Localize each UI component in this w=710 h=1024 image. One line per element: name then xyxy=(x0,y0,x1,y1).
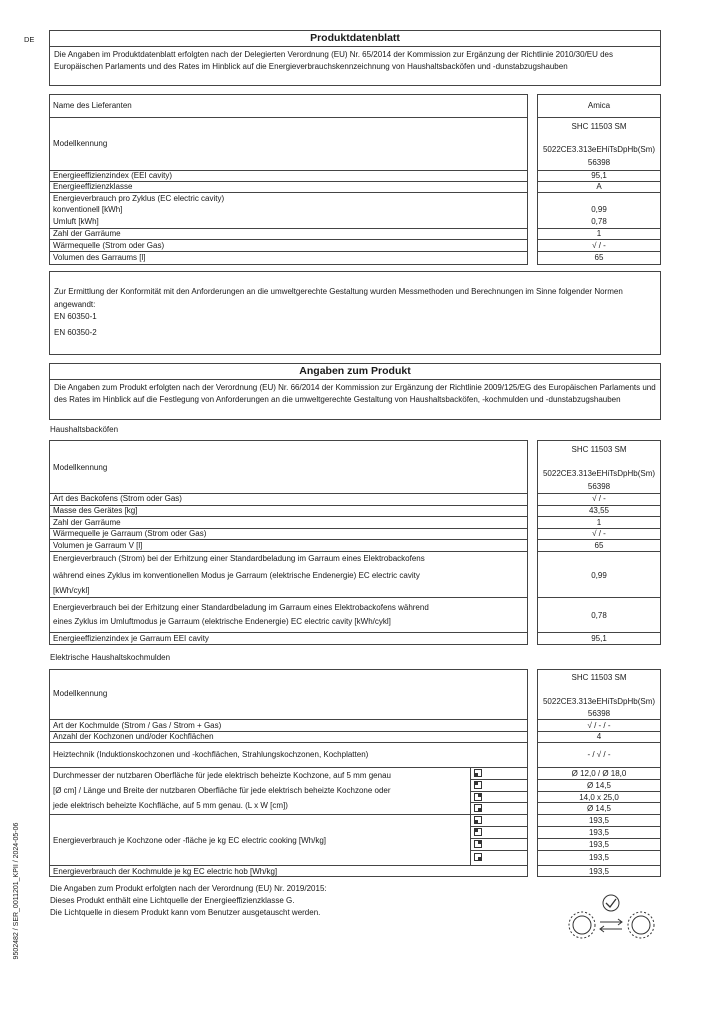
hob-zones-value: 4 xyxy=(596,732,602,741)
zone-rear-right-icon xyxy=(474,793,482,801)
hob-label-table xyxy=(49,669,528,877)
oven-value-table xyxy=(537,440,661,645)
cavities-label: Zahl der Garräume xyxy=(53,229,121,238)
conventional-value: 0,99 xyxy=(591,205,607,214)
language-code: DE xyxy=(24,35,35,44)
eei-value: 95,1 xyxy=(591,171,607,180)
model-value-1: SHC 11503 SM xyxy=(571,122,627,131)
hob-model-value-1: SHC 11503 SM xyxy=(571,673,627,682)
conformity-text: Zur Ermittlung der Konformität mit den Anforderungen an die umweltgerechte Gestaltung wurden Messmethoden und Berechnungen im Sinne folgender Normen angewandt: xyxy=(54,287,623,309)
zone-rear-left-icon xyxy=(474,781,482,789)
footer-line-1: Die Angaben zum Produkt erfolgten nach der Verordnung (EU) Nr. 2019/2015: xyxy=(50,884,327,893)
oven-energy-conv-value: 0,99 xyxy=(591,571,607,580)
oven-model-value-1: SHC 11503 SM xyxy=(571,445,627,454)
hob-type-label: Art der Kochmulde (Strom / Gas / Strom + Gas) xyxy=(53,721,222,730)
oven-heat-source-value: √ / - xyxy=(592,529,606,538)
product-intro: Die Angaben zum Produkt erfolgten nach der Verordnung (EU) Nr. 66/2014 der Kommission zur Ergänzung der Richtlinie 2009/125/EG des Europäischen Parlaments und des Rates im Hinblick auf die Festlegung von Anforderungen an die umweltgerechte Gestaltung von Haushaltsbacköfen, -kochmulden und -dunstabzugshauben xyxy=(54,383,656,404)
hob-total-value: 193,5 xyxy=(588,867,610,876)
product-header xyxy=(49,363,661,420)
heat-source-label: Wärmequelle (Strom oder Gas) xyxy=(53,241,165,250)
energy-zone-label: Energieverbrauch je Kochzone oder -fläche je kg EC electric cooking [Wh/kg] xyxy=(53,836,327,845)
replaceable-light-icon xyxy=(562,892,662,942)
datasheet-intro: Die Angaben im Produktdatenblatt erfolgten nach der Delegierten Verordnung (EU) Nr. 65/2014 der Kommission zur Ergänzung der Richtlinie 2010/30/EU des Europäischen Parlaments und des Rates im Hinblick auf die Energieverbrauchskennzeichnung von Haushaltsbacköfen und -dunstabzugshauben xyxy=(54,50,613,71)
datasheet-value-table xyxy=(537,94,661,265)
heat-source-value: √ / - xyxy=(592,241,606,250)
diameter-value-4: Ø 14,5 xyxy=(586,804,611,813)
oven-energy-conv-line-2: während eines Zyklus im konventionellen Modus je Garraum (elektrische Endenergie) EC electric cavity xyxy=(53,571,420,580)
zone-front-right-icon xyxy=(474,853,482,861)
conventional-label: konventionell [kWh] xyxy=(53,205,123,214)
oven-model-label: Modellkennung xyxy=(53,463,108,472)
supplier-label: Name des Lieferanten xyxy=(53,101,132,110)
hob-zones-label: Anzahl der Kochzonen und/oder Kochflächen xyxy=(53,732,214,741)
product-title: Angaben zum Produkt xyxy=(50,364,660,380)
diameter-line-3: jede elektrisch beheizte Kochfläche, auf 5 mm genau. (L x W [cm]) xyxy=(53,801,288,810)
oven-model-value-2: 5022CE3.313eEHiTsDpHb(Sm) xyxy=(542,469,656,478)
heating-tech-value: - / √ / - xyxy=(587,750,611,759)
zone-front-left-icon xyxy=(474,769,482,777)
zone-front-right-icon xyxy=(474,804,482,812)
oven-type-label: Art des Backofens (Strom oder Gas) xyxy=(53,494,182,503)
oven-cavities-value: 1 xyxy=(596,518,602,527)
energy-zone-value-2: 193,5 xyxy=(588,828,610,837)
oven-eei-label: Energieeffizienzindex je Garraum EEI cavity xyxy=(53,634,209,643)
diameter-line-2: [Ø cm] / Länge und Breite der nutzbaren Oberfläche für jede elektrisch beheizte Kochzone oder xyxy=(53,786,391,795)
datasheet-label-table xyxy=(49,94,528,265)
model-value-3: 56398 xyxy=(587,158,611,167)
footer-line-2: Dieses Produkt enthält eine Lichtquelle der Energieeffizienzklasse G. xyxy=(50,896,295,905)
hob-model-value-2: 5022CE3.313eEHiTsDpHb(Sm) xyxy=(542,697,656,706)
hob-value-table xyxy=(537,669,661,877)
oven-energy-fan-line-2: eines Zyklus im Umluftmodus je Garraum (elektrische Endenergie) EC electric cavity [kWh/cykl] xyxy=(53,617,391,626)
eei-label: Energieeffizienzindex (EEI cavity) xyxy=(53,171,173,180)
efficiency-class-value: A xyxy=(596,182,602,191)
oven-energy-conv-line-3: [kWh/cykl] xyxy=(53,586,90,595)
oven-label-table xyxy=(49,440,528,645)
heating-tech-label: Heiztechnik (Induktionskochzonen und -kochflächen, Strahlungskochzonen, Kochplatten) xyxy=(53,750,369,759)
norm-1: EN 60350-1 xyxy=(54,312,97,321)
energy-per-cycle-label: Energieverbrauch pro Zyklus (EC electric cavity) xyxy=(53,194,225,203)
fan-label: Umluft [kWh] xyxy=(53,217,99,226)
ovens-heading: Haushaltsbacköfen xyxy=(50,425,119,434)
efficiency-class-label: Energieeffizienzklasse xyxy=(53,182,133,191)
zone-icon-column xyxy=(470,767,528,865)
model-label: Modellkennung xyxy=(53,139,108,148)
zone-front-left-icon xyxy=(474,816,482,824)
zone-rear-left-icon xyxy=(474,828,482,836)
oven-energy-fan-value: 0,78 xyxy=(591,611,607,620)
datasheet-title: Produktdatenblatt xyxy=(50,31,660,47)
volume-value: 65 xyxy=(594,253,604,262)
document-code: 9502482 / SER_0011201_KPII / 2024-05-06 xyxy=(13,822,20,960)
norm-2: EN 60350-2 xyxy=(54,327,97,337)
diameter-value-2: Ø 14,5 xyxy=(586,781,611,790)
oven-heat-source-label: Wärmequelle je Garraum (Strom oder Gas) xyxy=(53,529,207,538)
supplier-value: Amica xyxy=(587,101,611,110)
diameter-value-3: 14,0 x 25,0 xyxy=(579,793,619,802)
diameter-value-1: Ø 12,0 / Ø 18,0 xyxy=(571,769,627,778)
footer-text xyxy=(50,883,327,919)
oven-energy-fan-line-1: Energieverbrauch bei der Erhitzung einer Standardbeladung im Garraum eines Elektrobackofens während xyxy=(53,603,429,612)
datasheet-header xyxy=(49,30,661,86)
conformity-box xyxy=(49,271,661,355)
model-value-2: 5022CE3.313eEHiTsDpHb(Sm) xyxy=(542,145,656,154)
footer-line-3: Die Lichtquelle in diesem Produkt kann vom Benutzer ausgetauscht werden. xyxy=(50,908,321,917)
oven-eei-value: 95,1 xyxy=(591,634,607,643)
zone-rear-right-icon xyxy=(474,840,482,848)
oven-cavities-label: Zahl der Garräume xyxy=(53,518,121,527)
oven-volume-label: Volumen je Garraum V [l] xyxy=(53,541,143,550)
oven-type-value: √ / - xyxy=(592,494,606,503)
diameter-line-1: Durchmesser der nutzbaren Oberfläche für jede elektrisch beheizte Kochzone, auf 5 mm genau xyxy=(53,771,391,780)
oven-volume-value: 65 xyxy=(594,541,604,550)
hob-type-value: √ / - / - xyxy=(587,721,611,730)
hob-total-label: Energieverbrauch der Kochmulde je kg EC electric hob [Wh/kg] xyxy=(53,867,278,876)
fan-value: 0,78 xyxy=(591,217,607,226)
hobs-heading: Elektrische Haushaltskochmulden xyxy=(50,653,171,662)
oven-mass-value: 43,55 xyxy=(588,506,610,515)
hob-model-label: Modellkennung xyxy=(53,689,108,698)
hob-model-value-3: 56398 xyxy=(587,709,611,718)
volume-label: Volumen des Garraums [l] xyxy=(53,253,146,262)
oven-energy-conv-line-1: Energieverbrauch (Strom) bei der Erhitzung einer Standardbeladung im Garraum eines Elektrobackofens xyxy=(53,554,425,563)
energy-zone-value-4: 193,5 xyxy=(588,853,610,862)
cavities-value: 1 xyxy=(596,229,602,238)
energy-zone-value-3: 193,5 xyxy=(588,840,610,849)
oven-model-value-3: 56398 xyxy=(587,482,611,491)
oven-mass-label: Masse des Gerätes [kg] xyxy=(53,506,138,515)
energy-zone-value-1: 193,5 xyxy=(588,816,610,825)
